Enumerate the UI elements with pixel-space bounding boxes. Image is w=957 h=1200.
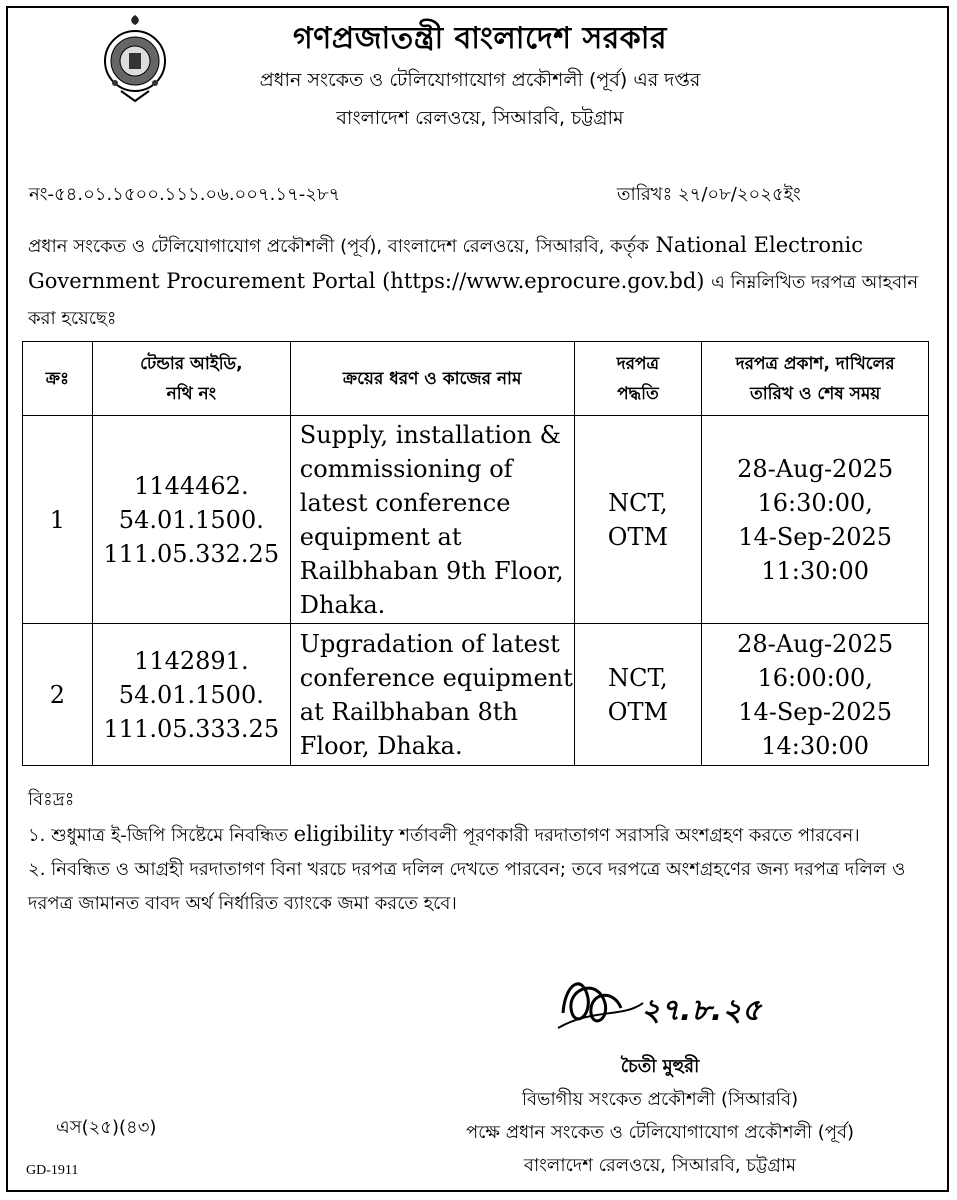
intro-paragraph xyxy=(28,228,928,336)
handwritten-signature xyxy=(553,958,813,1048)
government-title: গণপ্রজাতন্ত্রী বাংলাদেশ সরকার xyxy=(293,21,667,56)
header-serial: ক্রঃ xyxy=(23,342,93,416)
row-method: NCT, OTM xyxy=(574,624,702,766)
header-dates: দরপত্র প্রকাশ, দাখিলের তারিখ ও শেষ সময় xyxy=(702,342,929,416)
memo-number: নং-৫৪.০১.১৫০০.১১১.০৬.০০৭.১৭-২৮৭ xyxy=(29,184,341,205)
signatory-designation: বিভাগীয় সংকেত প্রকৌশলী (সিআরবি) xyxy=(521,1089,799,1110)
svg-text:২৭.৮.২৫: ২৭.৮.২৫ xyxy=(641,993,762,1028)
tender-table xyxy=(22,341,929,766)
header-method: দরপত্র পদ্ধতি xyxy=(574,342,702,416)
table-header-row xyxy=(23,342,929,416)
row-dates: 28-Aug-2025 16:30:00, 14-Sep-2025 11:30:00 xyxy=(702,416,929,624)
notes-title: বিঃদ্রঃ xyxy=(28,789,75,810)
note-1: ১. শুধুমাত্র ই-জিপি সিষ্টেমে নিবন্ধিত eligibility শর্তাবলী পূরণকারী দরদাতাগণ সরাসরি অংশগ্রহণ করতে পারবেন। xyxy=(28,822,860,846)
header-tender-id: টেন্ডার আইডি, নথি নং xyxy=(92,342,290,416)
form-code: GD-1911 xyxy=(26,1163,79,1178)
note-2: ২. নিবন্ধিত ও আগ্রহী দরদাতাগণ বিনা খরচে দরপত্র দলিল দেখতে পারবেন; তবে দরপত্রে অংশগ্রহণের জন্য দরপত্র দলিল ও দরপত্র জামানত বাবদ অর্থ নির্ধারিত ব্যাংকে জমা করতে হবে। xyxy=(28,859,906,914)
signatory-on-behalf: পক্ষে প্রধান সংকেত ও টেলিযোগাযোগ প্রকৌশলী (পূর্ব) xyxy=(465,1122,855,1143)
row-work: Supply, installation & commissioning of latest conference equipment at Railbhaban 9th Floor, Dhaka. xyxy=(290,416,574,624)
row-tender-id: 1144462. 54.01.1500. 111.05.332.25 xyxy=(92,416,290,624)
government-seal-icon xyxy=(101,13,169,103)
intro-bn-part2: এ নিম্নলিখিত দরপত্র আহবান করা হয়েছেঃ xyxy=(28,272,919,329)
table-row xyxy=(23,624,929,766)
signatory-location: বাংলাদেশ রেলওয়ে, সিআরবি, চট্টগ্রাম xyxy=(523,1155,797,1176)
row-serial: 1 xyxy=(23,416,93,624)
row-method: NCT, OTM xyxy=(574,416,702,624)
row-work: Upgradation of latest conference equipment at Railbhaban 8th Floor, Dhaka. xyxy=(290,624,574,766)
notes-section xyxy=(28,783,928,921)
row-tender-id: 1142891. 54.01.1500. 111.05.333.25 xyxy=(92,624,290,766)
memo-date: তারিখঃ ২৭/০৮/২০২৫ইং xyxy=(617,184,801,205)
office-location: বাংলাদেশ রেলওয়ে, সিআরবি, চট্টগ্রাম xyxy=(336,107,624,129)
row-dates: 28-Aug-2025 16:00:00, 14-Sep-2025 14:30:00 xyxy=(702,624,929,766)
row-serial: 2 xyxy=(23,624,93,766)
intro-en-part: National Electronic Government Procurement Portal (https://www.eprocure.gov.bd) xyxy=(28,233,864,293)
reference-code: এস(২৫)(৪৩) xyxy=(56,1117,157,1138)
header-work: ক্রয়ের ধরণ ও কাজের নাম xyxy=(290,342,574,416)
office-name: প্রধান সংকেত ও টেলিযোগাযোগ প্রকৌশলী (পূর্ব) এর দপ্তর xyxy=(259,69,701,91)
signature-block xyxy=(390,1050,930,1182)
signatory-name: চৈতী মুহুরী xyxy=(620,1056,700,1077)
table-row xyxy=(23,416,929,624)
intro-bn-part1: প্রধান সংকেত ও টেলিযোগাযোগ প্রকৌশলী (পূর্ব), বাংলাদেশ রেলওয়ে, সিআরবি, কর্তৃক xyxy=(28,236,649,257)
